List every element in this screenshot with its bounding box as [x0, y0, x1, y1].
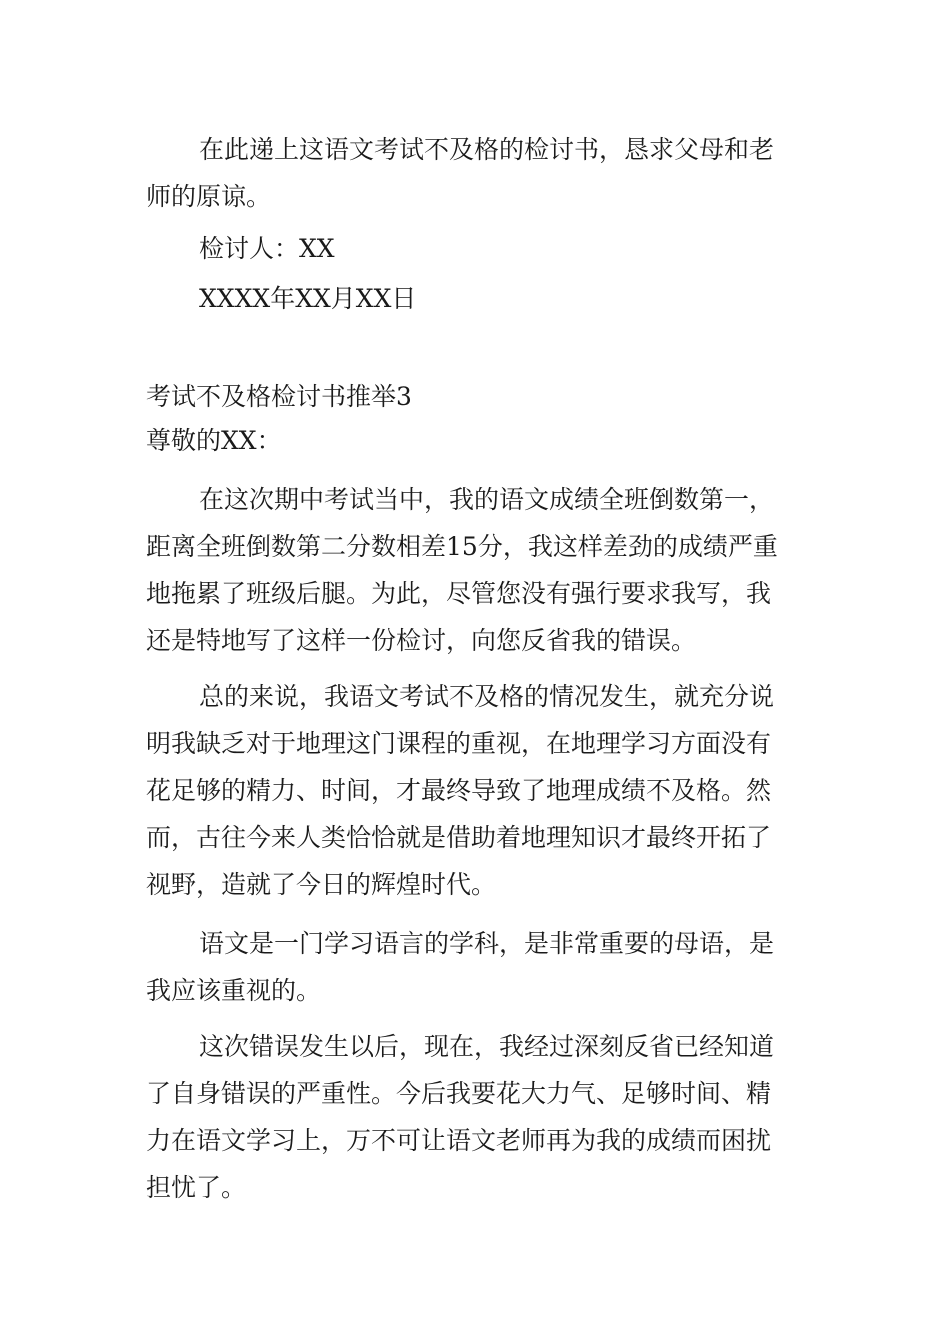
text-line: 在这次期中考试当中，我的语文成绩全班倒数第一， — [199, 485, 775, 514]
text-line: 视野，造就了今日的辉煌时代。 — [146, 870, 497, 899]
signer-line: 检讨人：XX — [199, 234, 335, 263]
text-line: 距离全班倒数第二分数相差15分，我这样差劲的成绩严重 — [146, 532, 778, 561]
section-heading: 考试不及格检讨书推举3 — [146, 382, 412, 411]
body-paragraph-1 — [146, 476, 806, 664]
text-line: 总的来说，我语文考试不及格的情况发生，就充分说 — [199, 682, 775, 711]
letter-header — [146, 375, 806, 463]
text-line: 我应该重视的。 — [146, 976, 322, 1005]
salutation: 尊敬的XX： — [146, 426, 282, 455]
text-line: 了自身错误的严重性。今后我要花大力气、足够时间、精 — [146, 1079, 772, 1108]
apology-paragraph — [146, 126, 806, 220]
text-line: 还是特地写了这样一份检讨，向您反省我的错误。 — [146, 626, 697, 655]
text-line: 这次错误发生以后，现在，我经过深刻反省已经知道 — [199, 1032, 775, 1061]
text-line: 担忧了。 — [146, 1173, 247, 1202]
apology-line: 师的原谅。 — [146, 182, 272, 211]
text-line: 而，古往今来人类恰恰就是借助着地理知识才最终开拓了 — [146, 823, 772, 852]
body-paragraph-4 — [146, 1023, 806, 1211]
text-line: 花足够的精力、时间，才最终导致了地理成绩不及格。然 — [146, 776, 772, 805]
apology-line: 在此递上这语文考试不及格的检讨书，恳求父母和老 — [199, 135, 775, 164]
body-paragraph-2 — [146, 673, 806, 908]
text-line: 语文是一门学习语言的学科，是非常重要的母语，是 — [199, 929, 775, 958]
text-line: 地拖累了班级后腿。为此，尽管您没有强行要求我写，我 — [146, 579, 772, 608]
date-line: XXXX年XX月XX日 — [199, 284, 417, 313]
text-line: 力在语文学习上，万不可让语文老师再为我的成绩而困扰 — [146, 1126, 772, 1155]
text-line: 明我缺乏对于地理这门课程的重视，在地理学习方面没有 — [146, 729, 772, 758]
signature-block — [146, 225, 806, 322]
body-paragraph-3 — [146, 920, 806, 1014]
